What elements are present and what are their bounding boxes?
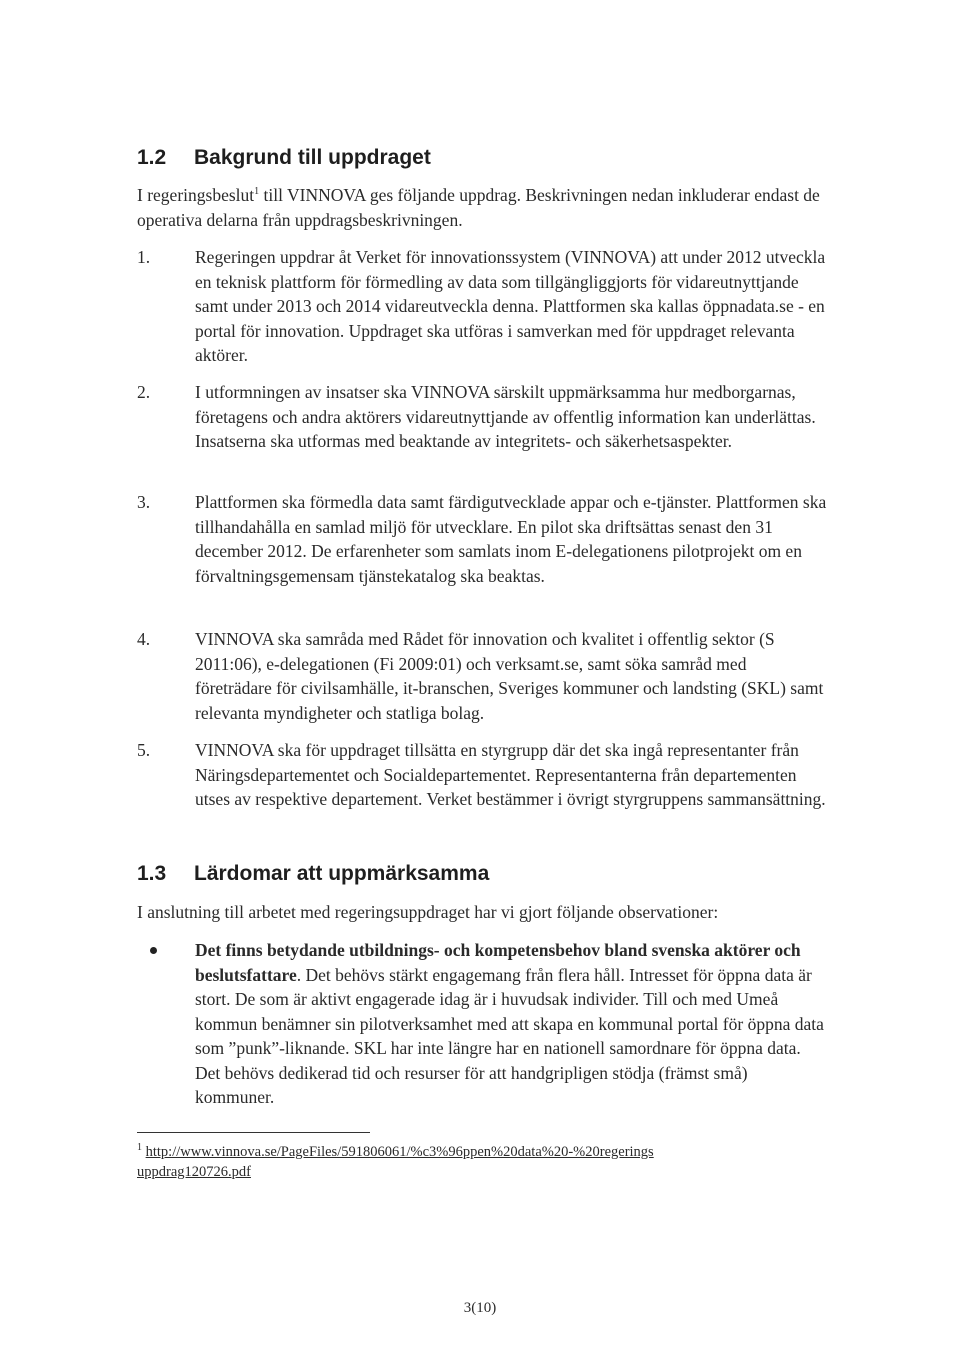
- observations-intro: I anslutning till arbetet med regeringsuppdraget har vi gjort följande observationer:: [137, 902, 719, 922]
- list-item-2: [137, 380, 827, 454]
- list-number: 4.: [137, 629, 151, 649]
- list-number: 3.: [137, 492, 151, 512]
- section-number: 1.2: [137, 146, 167, 169]
- list-item-1: [137, 245, 827, 368]
- section-heading-1-2: [137, 146, 431, 170]
- bullet-bold-text: Det finns betydande utbildnings- och kompetensbehov bland svenska aktörer och beslutsfattare: [195, 940, 801, 985]
- footnote-ref: 1: [254, 186, 260, 198]
- list-number: 2.: [137, 382, 151, 402]
- list-number: 1.: [137, 247, 151, 267]
- list-item-text: Regeringen uppdrar åt Verket för innovationssystem (VINNOVA) att under 2012 utveckla en teknisk plattform för förmedling av data som tillgängliggjorts för vidareutnyttjande samt under 2013 och 2014 vidareutveckla denna. Plattformen ska kallas öppnadata.se - en portal för innovation. Uppdraget ska utföras i samverkan med för uppdraget relevanta aktörer.: [195, 247, 826, 365]
- footnote-number: 1: [137, 1142, 142, 1154]
- bullet-item: [150, 938, 830, 1110]
- footnote-link[interactable]: http://www.vinnova.se/PageFiles/591806061/%c3%96ppen%20data%20-%20regeringsuppdrag120726.pdf: [137, 1144, 654, 1180]
- section-title: Lärdomar att uppmärksamma: [194, 862, 490, 885]
- page-number: 3(10): [463, 1300, 497, 1316]
- list-item-4: [137, 627, 827, 725]
- section-title: Bakgrund till uppdraget: [194, 146, 431, 169]
- list-item-text: VINNOVA ska för uppdraget tillsätta en styrgrupp där det ska ingå representanter från Näringsdepartementet och Socialdepartementet. Representanterna från departementen utses av respektive departement. Verket bestämmer i övrigt styrgruppens sammansättning.: [195, 740, 826, 809]
- bullet-text: [195, 938, 830, 1110]
- bullet-body-text: . Det behövs stärkt engagemang från flera håll. Intresset för öppna data är stort. De som är aktivt engagerade idag är i huvudsak individer. Till och med Umeå kommun benämner sin pilotverksamhet med att skapa en kommunal portal för öppna data som ”punk”-liknande. SKL har inte längre har en nationell samordnare för öppna data. Det behövs dedikerad tid och resurser för att handgripligen stödja (främst små) kommuner.: [195, 964, 824, 1107]
- intro-text-end: till VINNOVA ges följande uppdrag. Beskrivningen nedan inkluderar endast de operativa delarna från uppdragsbeskrivningen.: [137, 185, 820, 230]
- list-item-text: Plattformen ska förmedla data samt färdigutvecklade appar och e-tjänster. Plattformen ska tillhandahålla en samlad miljö för utvecklare. En pilot ska driftsättas senast den 31 december 2012. De erfarenheter som samlats inom E-delegationens pilotprojekt om en förvaltningsgemensam tjänstekatalog ska beaktas.: [195, 492, 827, 586]
- list-item-3: [137, 490, 827, 588]
- section-heading-1-3: [137, 862, 489, 886]
- intro-text-start: I regeringsbeslut: [137, 185, 255, 205]
- list-number: 5.: [137, 740, 151, 760]
- bullet-icon: [150, 947, 157, 954]
- list-item-text: I utformningen av insatser ska VINNOVA särskilt uppmärksamma hur medborgarnas, företagens och andra aktörers vidareutnyttjande av offentlig information kan underlättas. Insatserna ska utformas med beaktande av integritets- och säkerhetsaspekter.: [195, 382, 816, 451]
- footnote-divider: [137, 1132, 370, 1133]
- footnote: [137, 1142, 657, 1182]
- intro-paragraph: [137, 183, 827, 232]
- list-item-5: [137, 738, 827, 812]
- list-item-text: VINNOVA ska samråda med Rådet för innovation och kvalitet i offentlig sektor (S 2011:06), e-delegationen (Fi 2009:01) och verksamt.se, samt söka samråd med företrädare för civilsamhälle, it-branschen, Sveriges kommuner och landsting (SKL) samt relevanta myndigheter och statliga bolag.: [195, 629, 824, 723]
- section-number: 1.3: [137, 862, 167, 885]
